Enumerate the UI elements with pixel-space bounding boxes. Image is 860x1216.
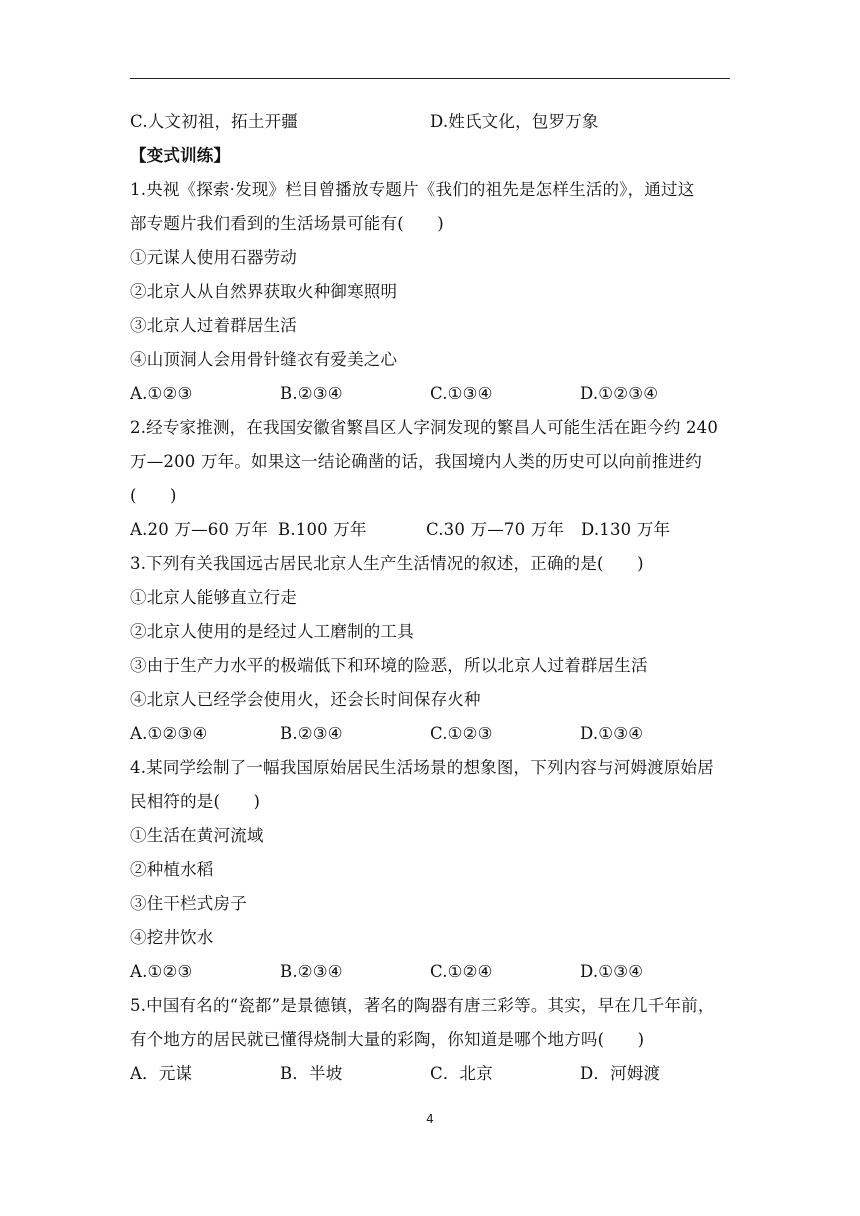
question-1-options bbox=[130, 377, 740, 411]
question-1-item-4: ④山顶洞人会用骨针缝衣有爱美之心 bbox=[130, 350, 398, 369]
option-d: D.130 万年 bbox=[581, 520, 671, 539]
question-2-stem-line-2: 万—200 万年。如果这一结论确凿的话，我国境内人类的历史可以向前推进约 bbox=[130, 452, 702, 471]
option-d: D.①③④ bbox=[580, 724, 644, 743]
question-3-stem-line-1: 3.下列有关我国远古居民北京人生产生活情况的叙述，正确的是( ) bbox=[130, 554, 644, 573]
page-content bbox=[130, 105, 740, 1091]
option-a: A.①②③④ bbox=[130, 724, 208, 743]
question-4-item-1: ①生活在黄河流域 bbox=[130, 826, 264, 845]
option-c: C.人文初祖，拓土开疆 bbox=[130, 112, 298, 131]
header-rule bbox=[130, 78, 730, 79]
page-number: 4 bbox=[426, 1112, 434, 1126]
option-a: A.20 万—60 万年 bbox=[130, 520, 269, 539]
question-5-stem-line-2: 有个地方的居民就已懂得烧制大量的彩陶，你知道是哪个地方吗( ) bbox=[130, 1030, 645, 1049]
question-1-item-1: ①元谋人使用石器劳动 bbox=[130, 248, 297, 267]
question-5 bbox=[130, 989, 740, 1091]
option-a: A．元谋 bbox=[130, 1064, 193, 1083]
question-2-stem-line-1: 2.经专家推测，在我国安徽省繁昌区人字洞发现的繁昌人可能生活在距今约 240 bbox=[130, 418, 719, 437]
question-1-item-2: ②北京人从自然界获取火种御寒照明 bbox=[130, 282, 398, 301]
question-5-options bbox=[130, 1057, 740, 1091]
option-b: B．半坡 bbox=[280, 1064, 343, 1083]
previous-question-options bbox=[130, 105, 740, 139]
question-5-stem-line-1: 5.中国有名的“瓷都”是景德镇，著名的陶器有唐三彩等。其实，早在几千年前， bbox=[130, 996, 715, 1015]
option-b: B.②③④ bbox=[280, 384, 343, 403]
question-4-stem-line-1: 4.某同学绘制了一幅我国原始居民生活场景的想象图，下列内容与河姆渡原始居 bbox=[130, 758, 714, 777]
question-4-item-4: ④挖井饮水 bbox=[130, 928, 214, 947]
question-4-stem-line-2: 民相符的是( ) bbox=[130, 792, 261, 811]
question-3-item-1: ①北京人能够直立行走 bbox=[130, 588, 297, 607]
question-3-item-2: ②北京人使用的是经过人工磨制的工具 bbox=[130, 622, 414, 641]
option-b: B.②③④ bbox=[280, 962, 343, 981]
option-b: B.100 万年 bbox=[278, 520, 367, 539]
question-3-item-4: ④北京人已经学会使用火，还会长时间保存火种 bbox=[130, 690, 481, 709]
question-4-item-3: ③住干栏式房子 bbox=[130, 894, 247, 913]
question-3 bbox=[130, 547, 740, 751]
option-c: C.①③④ bbox=[430, 384, 493, 403]
question-2-stem-line-3: ( ) bbox=[130, 486, 177, 505]
option-d: D.①③④ bbox=[580, 962, 644, 981]
option-c: C．北京 bbox=[430, 1064, 493, 1083]
option-c: C.①②③ bbox=[430, 724, 493, 743]
option-d: D.姓氏文化，包罗万象 bbox=[430, 112, 599, 131]
option-c: C.30 万—70 万年 bbox=[426, 520, 565, 539]
option-c: C.①②④ bbox=[430, 962, 493, 981]
question-3-options bbox=[130, 717, 740, 751]
option-d: D．河姆渡 bbox=[580, 1064, 661, 1083]
option-a: A.①②③ bbox=[130, 962, 193, 981]
question-3-item-3: ③由于生产力水平的极端低下和环境的险恶，所以北京人过着群居生活 bbox=[130, 656, 648, 675]
question-2-options bbox=[130, 513, 740, 547]
question-4-options bbox=[130, 955, 740, 989]
section-title: 【变式训练】 bbox=[130, 146, 231, 165]
question-1-item-3: ③北京人过着群居生活 bbox=[130, 316, 297, 335]
question-1 bbox=[130, 173, 740, 411]
question-1-stem-line-2: 部专题片我们看到的生活场景可能有( ) bbox=[130, 214, 444, 233]
option-d: D.①②③④ bbox=[580, 384, 659, 403]
question-4 bbox=[130, 751, 740, 989]
option-a: A.①②③ bbox=[130, 384, 193, 403]
question-4-item-2: ②种植水稻 bbox=[130, 860, 214, 879]
option-b: B.②③④ bbox=[280, 724, 343, 743]
question-1-stem-line-1: 1.央视《探索·发现》栏目曾播放专题片《我们的祖先是怎样生活的》，通过这 bbox=[130, 180, 695, 199]
question-2 bbox=[130, 411, 740, 547]
